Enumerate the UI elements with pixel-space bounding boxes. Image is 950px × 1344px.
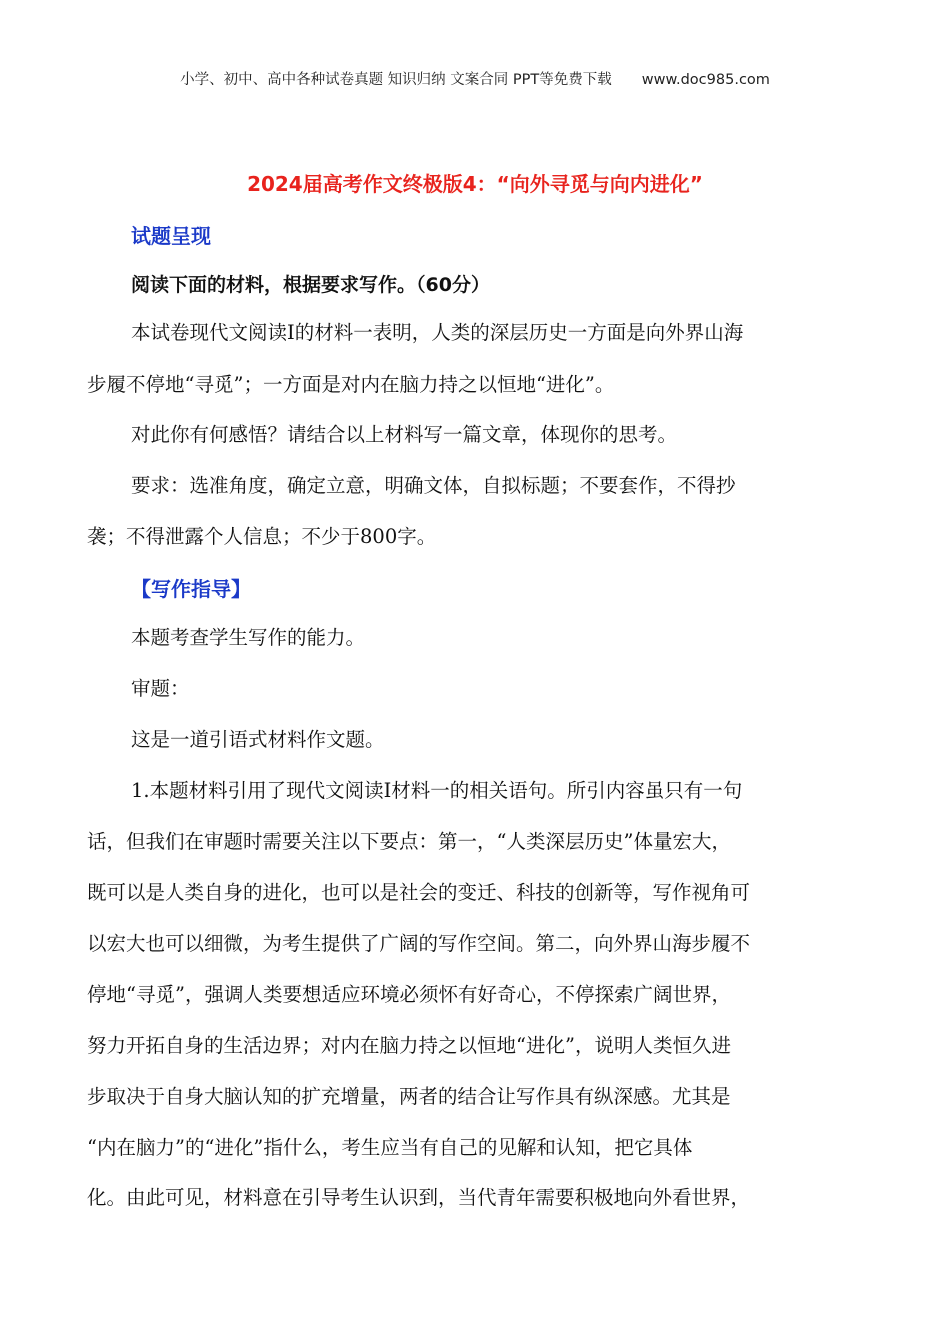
paragraph-line: 步取决于自身大脑认知的扩充增量，两者的结合让写作具有纵深感。尤其是 [87,1085,731,1108]
paragraph-line: 这是一道引语式材料作文题。 [131,728,385,751]
section-heading-question: 试题呈现 [131,224,211,248]
page-header [0,68,950,89]
document-title: 2024届高考作文终极版4：“向外寻觅与向内进化” [247,172,703,196]
paragraph-line: 步履不停地“寻觅”；一方面是对内在脑力持之以恒地“进化”。 [87,373,615,396]
paragraph-line: 1.本题材料引用了现代文阅读Ⅰ材料一的相关语句。所引内容虽只有一句 [131,779,743,802]
paragraph-line: 本试卷现代文阅读Ⅰ的材料一表明，人类的深层历史一方面是向外界山海 [131,321,744,344]
header-site-link[interactable]: www.doc985.com [641,72,770,88]
section-heading-guidance: 【写作指导】 [131,577,251,601]
paragraph-line: 以宏大也可以细微，为考生提供了广阔的写作空间。第二，向外界山海步履不 [87,932,751,955]
paragraph-line: 化。由此可见，材料意在引导考生认识到，当代青年需要积极地向外看世界， [87,1186,751,1209]
paragraph-line: 对此你有何感悟？请结合以上材料写一篇文章，体现你的思考。 [131,423,678,446]
paragraph-line: 本题考查学生写作的能力。 [131,626,366,649]
paragraph-line: 既可以是人类自身的进化，也可以是社会的变迁、科技的创新等，写作视角可 [87,881,751,904]
header-text: 小学、初中、高中各种试卷真题 知识归纳 文案合同 PPT等免费下载 [180,72,612,88]
paragraph-line: “内在脑力”的“进化”指什么，考生应当有自己的见解和认知，把它具体 [87,1136,693,1159]
paragraph-line: 袭；不得泄露个人信息；不少于800字。 [87,525,437,548]
paragraph-line: 努力开拓自身的生活边界；对内在脑力持之以恒地“进化”，说明人类恒久进 [87,1034,731,1057]
paragraph-line: 要求：选准角度，确定立意，明确文体，自拟标题；不要套作，不得抄 [131,474,736,497]
paragraph-line: 话，但我们在审题时需要关注以下要点：第一，“人类深层历史”体量宏大， [87,830,731,853]
instruction-text: 阅读下面的材料，根据要求写作。（60分） [131,274,490,296]
paragraph-line: 审题： [131,677,190,700]
paragraph-line: 停地“寻觅”，强调人类要想适应环境必须怀有好奇心，不停探索广阔世界， [87,983,731,1006]
